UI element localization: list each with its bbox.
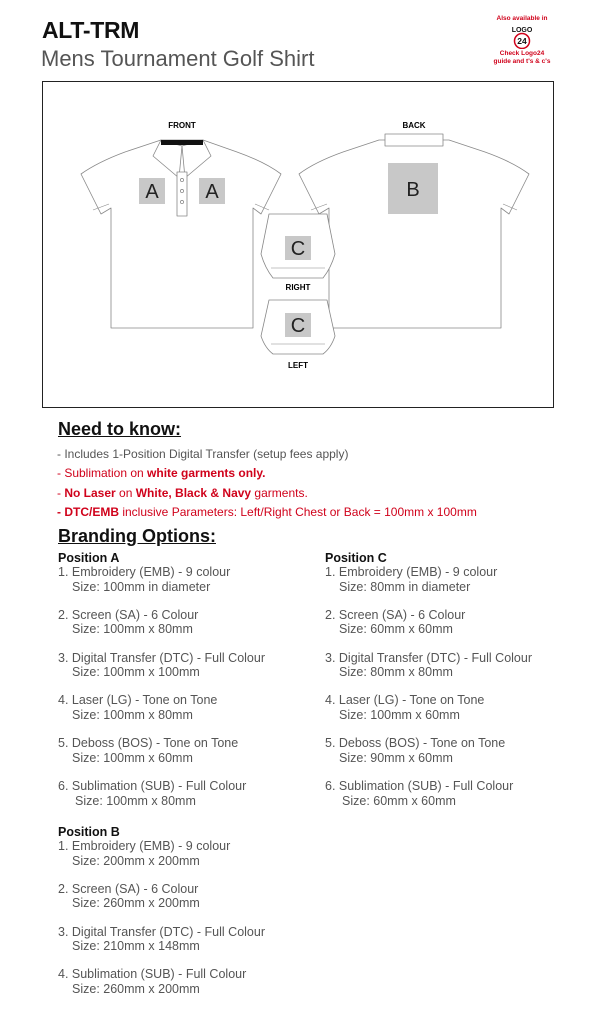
option-name: 1. Embroidery (EMB) - 9 colour — [325, 565, 498, 579]
need-line-3-mid: on — [115, 485, 136, 500]
position-c-option — [325, 736, 575, 765]
need-to-know-list — [57, 445, 477, 522]
option-name: 1. Embroidery (EMB) - 9 colour — [58, 839, 231, 853]
logo24-mark-icon — [502, 25, 542, 49]
right-label: RIGHT — [285, 283, 311, 292]
option-size: Size: 80mm x 80mm — [339, 665, 453, 680]
need-to-know-heading: Need to know: — [58, 419, 182, 439]
option-name: 4. Laser (LG) - Tone on Tone — [325, 693, 485, 708]
need-line-2-text: - Sublimation on — [57, 466, 148, 481]
option-name: 6. Sublimation (SUB) - Full Colour — [58, 778, 247, 793]
position-b-option — [58, 839, 318, 868]
option-size: Size: 100mm in diameter — [72, 579, 211, 594]
badge-bottom-line1: Check Logo24 — [499, 50, 545, 57]
option-size: Size: 260mm x 200mm — [72, 896, 200, 911]
label-a-right: A — [205, 181, 219, 203]
logo-mark-word: LOGO — [511, 27, 533, 34]
label-a-left: A — [145, 181, 159, 203]
position-b-column — [58, 825, 318, 1010]
position-c-column — [325, 551, 575, 822]
garment-drawing — [43, 82, 553, 407]
back-collar — [385, 134, 443, 146]
position-a-option — [58, 779, 318, 808]
need-line-4-text: inclusive Parameters: Left/Right Chest or Back = 100mm x 100mm — [119, 504, 477, 519]
position-b-option — [58, 882, 318, 911]
option-name: 5. Deboss (BOS) - Tone on Tone — [58, 736, 239, 751]
position-a-title: Position A — [58, 551, 120, 565]
option-name: 3. Digital Transfer (DTC) - Full Colour — [58, 650, 265, 665]
position-b-title: Position B — [58, 825, 120, 839]
product-code: ALT-TRM — [42, 17, 140, 43]
button-3 — [180, 200, 183, 203]
option-size: Size: 100mm x 80mm — [75, 793, 196, 808]
front-label: FRONT — [168, 121, 196, 130]
option-size: Size: 60mm x 60mm — [342, 793, 456, 808]
position-c-option — [325, 651, 575, 680]
badge-bottom-line2: guide and t's & c's — [493, 58, 551, 65]
position-b-option — [58, 925, 318, 954]
need-line-1: - Includes 1-Position Digital Transfer (setup fees apply) — [57, 447, 349, 461]
logo-mark-number: 24 — [517, 36, 527, 46]
option-size: Size: 200mm x 200mm — [72, 853, 200, 868]
position-c-title: Position C — [325, 551, 387, 565]
option-name: 5. Deboss (BOS) - Tone on Tone — [325, 736, 506, 751]
option-size: Size: 90mm x 60mm — [339, 750, 453, 765]
option-name: 3. Digital Transfer (DTC) - Full Colour — [325, 650, 532, 665]
need-line-4-bold: - DTC/EMB — [57, 504, 119, 519]
label-c-right: C — [290, 238, 306, 260]
label-c-left: C — [290, 315, 306, 337]
option-name: 2. Screen (SA) - 6 Colour — [58, 881, 199, 896]
need-line-3-bold2: White, Black & Navy — [135, 485, 252, 500]
position-a-option — [58, 651, 318, 680]
position-c-option — [325, 779, 575, 808]
position-c-option — [325, 565, 575, 594]
option-name: 3. Digital Transfer (DTC) - Full Colour — [58, 924, 265, 939]
position-c-option — [325, 693, 575, 722]
need-line-4 — [57, 503, 477, 522]
option-size: Size: 100mm x 100mm — [72, 665, 200, 680]
option-size: Size: 100mm x 80mm — [72, 707, 193, 722]
position-c-option — [325, 608, 575, 637]
button-1 — [180, 178, 183, 181]
need-line-3-bold1: No Laser — [64, 485, 116, 500]
need-line-3 — [57, 484, 477, 503]
position-a-option — [58, 736, 318, 765]
product-name: Mens Tournament Golf Shirt — [41, 46, 315, 71]
garment-diagram — [42, 81, 554, 408]
option-size: Size: 60mm x 60mm — [339, 622, 453, 637]
button-2 — [180, 189, 183, 192]
option-name: 6. Sublimation (SUB) - Full Colour — [325, 778, 514, 793]
option-name: 4. Sublimation (SUB) - Full Colour — [58, 967, 247, 982]
label-b: B — [406, 179, 420, 201]
front-shirt-outline — [81, 140, 281, 328]
position-a-option — [58, 693, 318, 722]
front-collar-band — [161, 140, 203, 145]
need-line-2 — [57, 464, 477, 483]
option-size: Size: 260mm x 200mm — [72, 981, 200, 996]
left-label: LEFT — [288, 361, 308, 370]
position-a-option — [58, 608, 318, 637]
option-name: 1. Embroidery (EMB) - 9 colour — [58, 565, 231, 579]
option-name: 2. Screen (SA) - 6 Colour — [325, 607, 466, 622]
option-size: Size: 100mm x 60mm — [72, 750, 193, 765]
position-b-option — [58, 967, 318, 996]
position-a-column — [58, 551, 318, 822]
position-a-option — [58, 565, 318, 594]
option-size: Size: 210mm x 148mm — [72, 939, 200, 954]
option-name: 4. Laser (LG) - Tone on Tone — [58, 693, 218, 708]
option-name: 2. Screen (SA) - 6 Colour — [58, 607, 199, 622]
option-size: Size: 80mm in diameter — [339, 579, 471, 594]
need-line-2-bold: white garments only. — [147, 466, 266, 481]
need-line-3-prefix: - — [57, 485, 65, 500]
need-line-3-suffix: garments. — [251, 485, 308, 500]
logo24-badge — [486, 15, 558, 66]
badge-top-text: Also available in — [496, 15, 548, 22]
option-size: Size: 100mm x 60mm — [339, 707, 460, 722]
back-label: BACK — [402, 121, 426, 130]
option-size: Size: 100mm x 80mm — [72, 622, 193, 637]
branding-options-heading: Branding Options: — [58, 526, 216, 546]
